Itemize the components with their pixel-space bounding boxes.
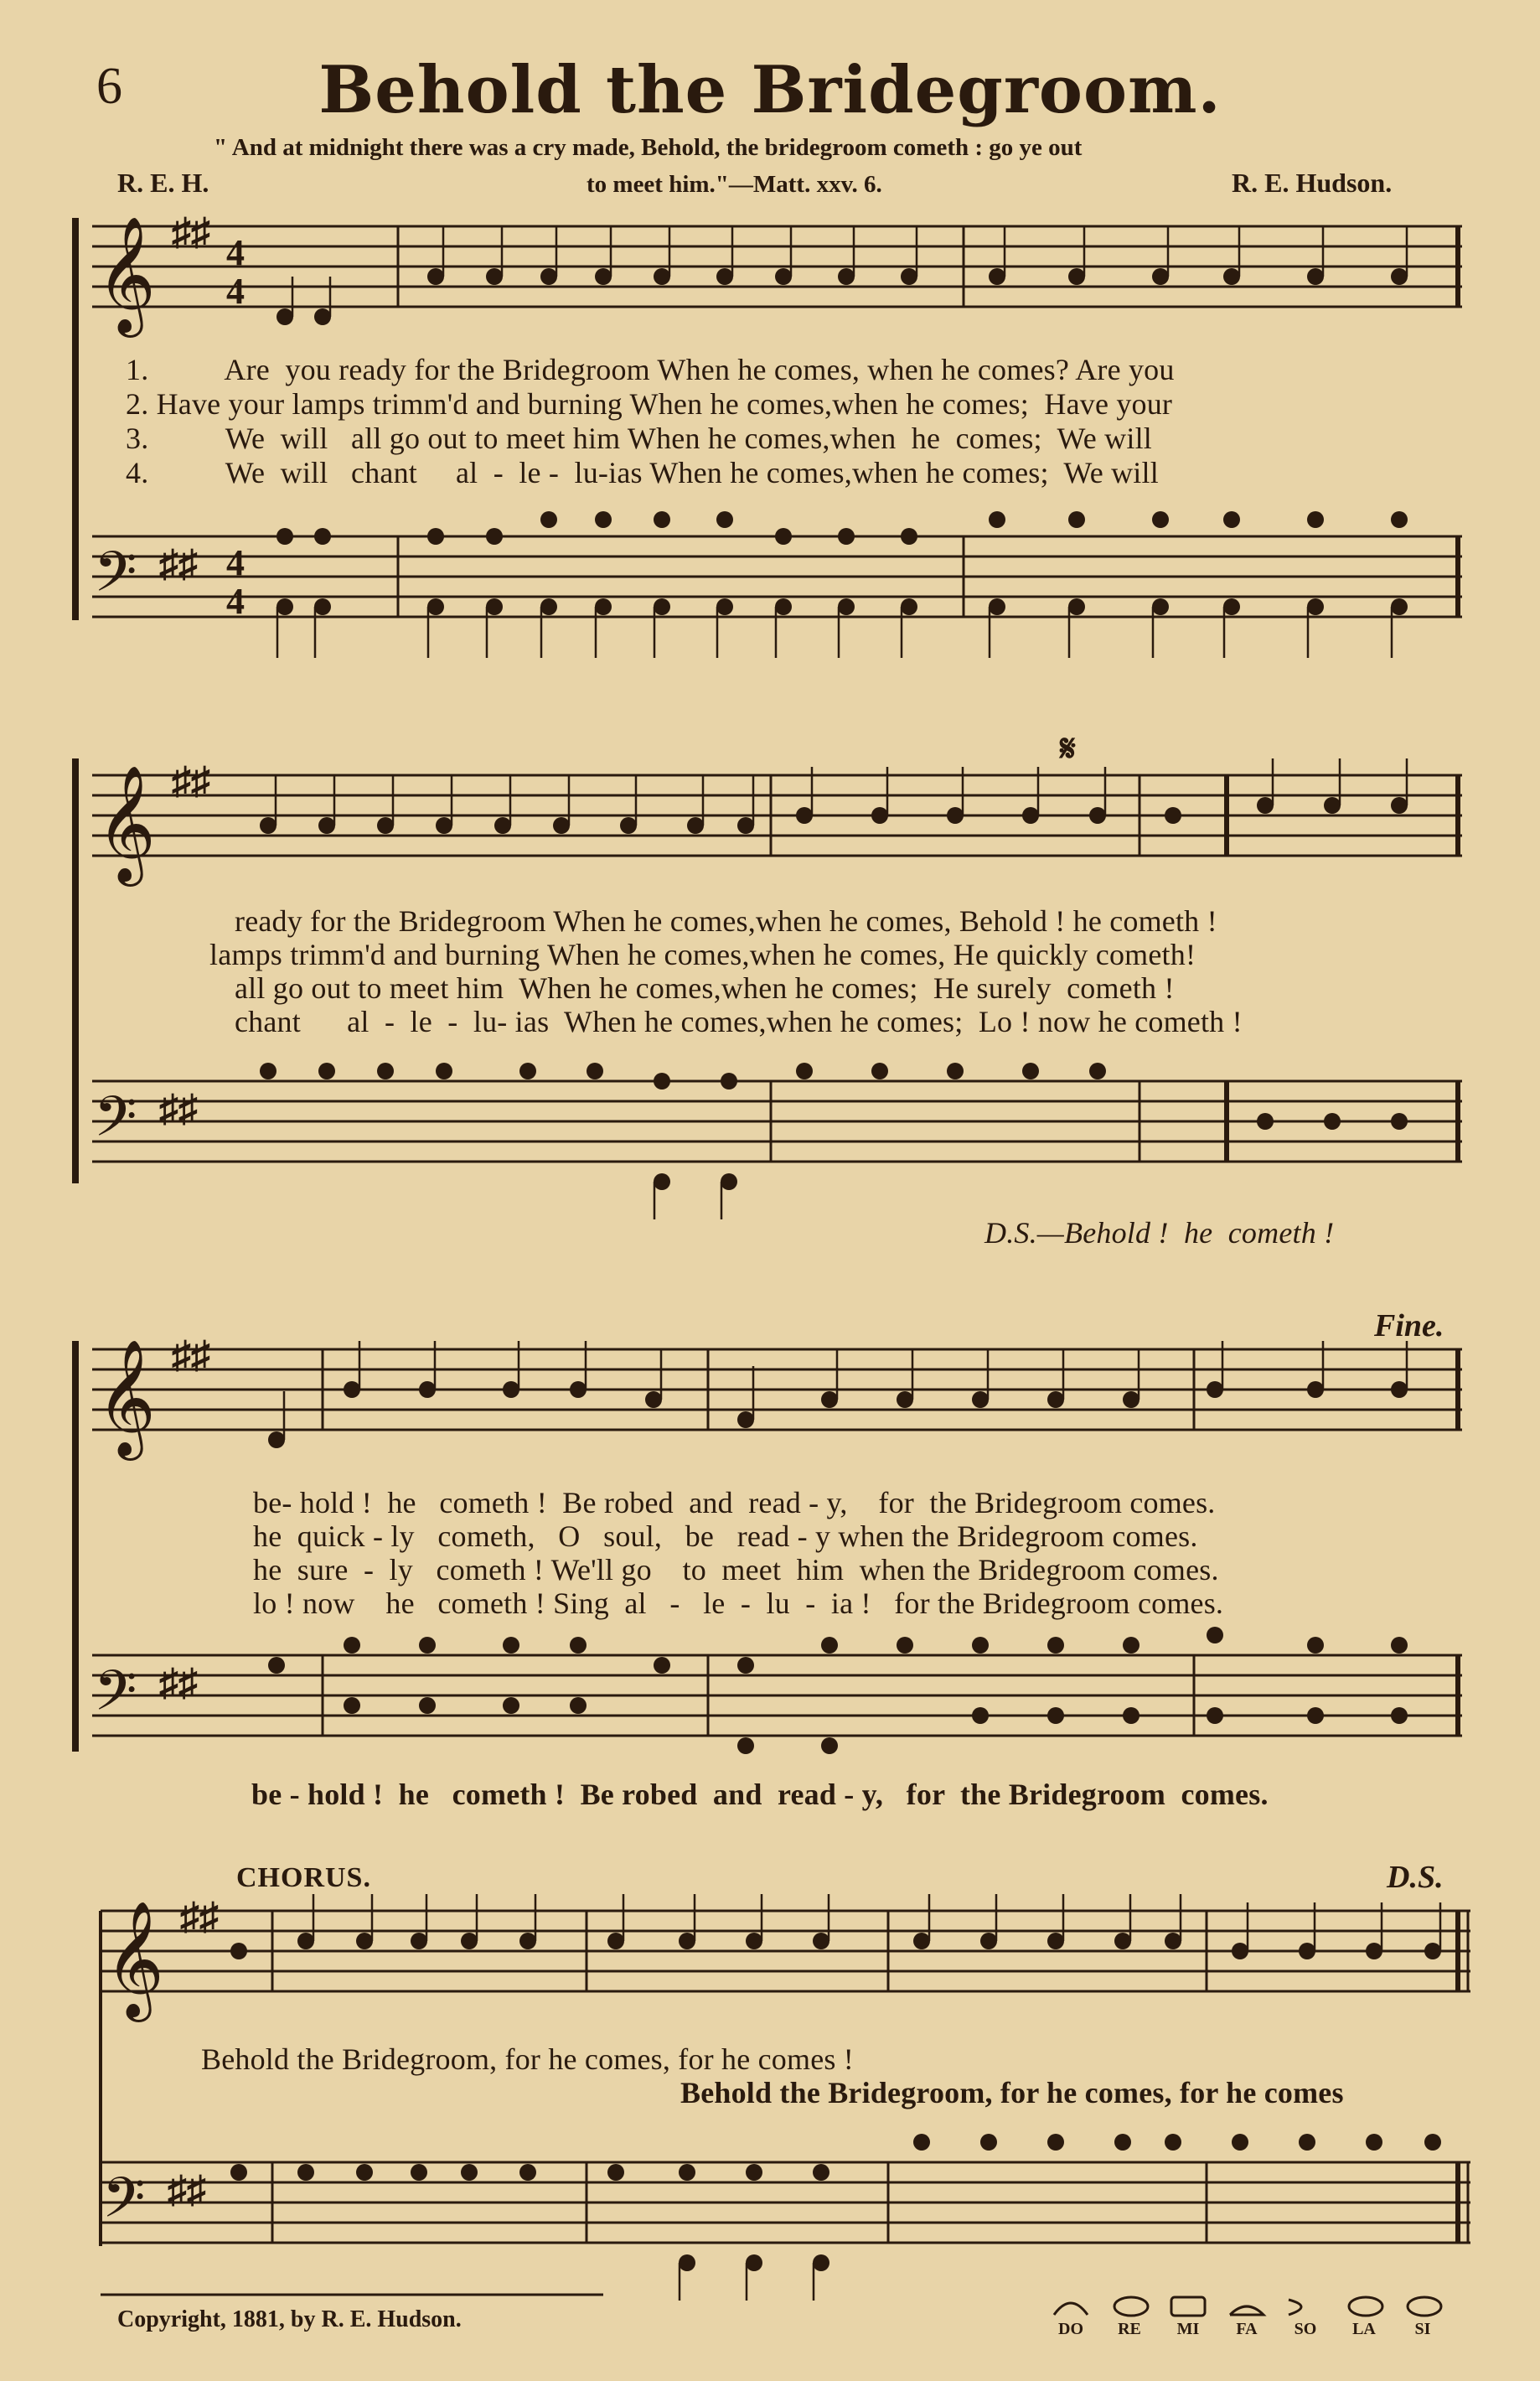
epigraph-line-2: to meet him."—Matt. xxv. 6. xyxy=(587,171,882,198)
svg-text:𝄞: 𝄞 xyxy=(96,216,156,333)
svg-text:𝄞: 𝄞 xyxy=(105,1901,164,2017)
svg-text:𝄞: 𝄞 xyxy=(96,765,156,882)
system-2-verse-2: lamps trimm'd and burning When he comes,when he comes, He quickly cometh! xyxy=(209,938,1196,971)
words-credit: R. E. H. xyxy=(117,168,209,198)
svg-text:♯♯: ♯♯ xyxy=(159,1087,198,1130)
system-2-bass-staff xyxy=(75,1048,1466,1215)
system-1-verse-2: 2. Have your lamps trimm'd and burning When he comes,when he comes; Have your xyxy=(126,387,1173,421)
svg-text:4: 4 xyxy=(226,271,245,312)
svg-text:𝄞: 𝄞 xyxy=(96,1339,156,1456)
system-4-bass-staff xyxy=(84,2104,1475,2305)
copyright-notice: Copyright, 1881, by R. E. Hudson. xyxy=(117,2306,462,2332)
svg-text:4: 4 xyxy=(226,542,245,583)
system-3-verse-3: he sure - ly cometh ! We'll go to meet him when the Bridegroom comes. xyxy=(253,1553,1219,1586)
system-2-verse-3: all go out to meet him When he comes,when he comes; He surely cometh ! xyxy=(235,971,1175,1005)
svg-text:♯♯: ♯♯ xyxy=(159,1661,198,1704)
svg-text:♯♯: ♯♯ xyxy=(180,1895,219,1938)
chorus-treble-lyric: Behold the Bridegroom, for he comes, for he comes ! xyxy=(201,2042,854,2076)
system-1-bass-staff xyxy=(75,503,1466,670)
system-3-verse-4: lo ! now he cometh ! Sing al - le - lu - ia ! for the Bridegroom comes. xyxy=(253,1586,1224,1620)
system-2-verse-1: ready for the Bridegroom When he comes,when he comes, Behold ! he cometh ! xyxy=(235,904,1217,938)
svg-text:4: 4 xyxy=(226,581,245,622)
solfege-re: RE xyxy=(1118,2320,1141,2338)
system-3-bass-staff xyxy=(75,1630,1466,1773)
solfege-fa: FA xyxy=(1236,2320,1258,2338)
system-1-verse-3: 3. We will all go out to meet him When he comes,when he comes; We will xyxy=(126,422,1152,455)
ds-line: D.S.—Behold ! he cometh ! xyxy=(984,1216,1335,1250)
fine-mark: Fine. xyxy=(1374,1308,1444,1343)
svg-text:𝄢: 𝄢 xyxy=(94,1659,137,1737)
shape-note-key xyxy=(1047,2295,1450,2320)
music-credit: R. E. Hudson. xyxy=(1232,168,1393,198)
segno-sign: 𝄋 xyxy=(1060,728,1076,769)
footer-rule xyxy=(101,2292,620,2297)
system-4-treble-staff xyxy=(84,1894,1475,2037)
system-2-treble-staff xyxy=(75,758,1466,909)
solfege-so: SO xyxy=(1294,2320,1317,2338)
solfege-do: DO xyxy=(1058,2320,1083,2338)
solfege-si: SI xyxy=(1414,2320,1431,2338)
system-1-treble-staff xyxy=(75,210,1466,360)
system-2-verse-4: chant al - le - lu- ias When he comes,when he comes; Lo ! now he cometh ! xyxy=(235,1005,1243,1038)
svg-text:♯♯: ♯♯ xyxy=(172,759,210,802)
system-3-bass-lyric: be - hold ! he cometh ! Be robed and read - y, for the Bridegroom comes. xyxy=(251,1778,1269,1811)
system-3-treble-staff xyxy=(75,1333,1466,1483)
svg-text:♯♯: ♯♯ xyxy=(159,542,198,585)
solfege-la: LA xyxy=(1352,2320,1376,2338)
solfege-mi: MI xyxy=(1176,2320,1200,2338)
svg-text:♯♯: ♯♯ xyxy=(172,210,210,253)
svg-text:𝄢: 𝄢 xyxy=(94,1084,137,1162)
ds-mark: D.S. xyxy=(1387,1860,1444,1895)
svg-text:𝄢: 𝄢 xyxy=(94,540,137,618)
chorus-label: CHORUS. xyxy=(236,1862,371,1893)
system-1-verse-1: 1. Are you ready for the Bridegroom When he comes, when he comes? Are you xyxy=(126,353,1175,386)
svg-text:♯♯: ♯♯ xyxy=(168,2168,206,2211)
system-3-verse-1: be- hold ! he cometh ! Be robed and read - y, for the Bridegroom comes. xyxy=(253,1486,1216,1519)
svg-text:♯♯: ♯♯ xyxy=(172,1333,210,1376)
chorus-bass-lyric: Behold the Bridegroom, for he comes, for he comes xyxy=(680,2076,1344,2109)
svg-text:4: 4 xyxy=(226,232,245,273)
epigraph-line-1: " And at midnight there was a cry made, Behold, the bridegroom cometh : go ye out xyxy=(214,134,1083,161)
system-3-verse-2: he quick - ly cometh, O soul, be read - y when the Bridegroom comes. xyxy=(253,1519,1198,1553)
hymn-title: Behold the Bridegroom. xyxy=(318,52,1222,128)
system-1-verse-4: 4. We will chant al - le - lu-ias When he comes,when he comes; We will xyxy=(126,456,1159,489)
page-number: 6 xyxy=(96,58,122,115)
svg-text:𝄢: 𝄢 xyxy=(102,2166,146,2244)
